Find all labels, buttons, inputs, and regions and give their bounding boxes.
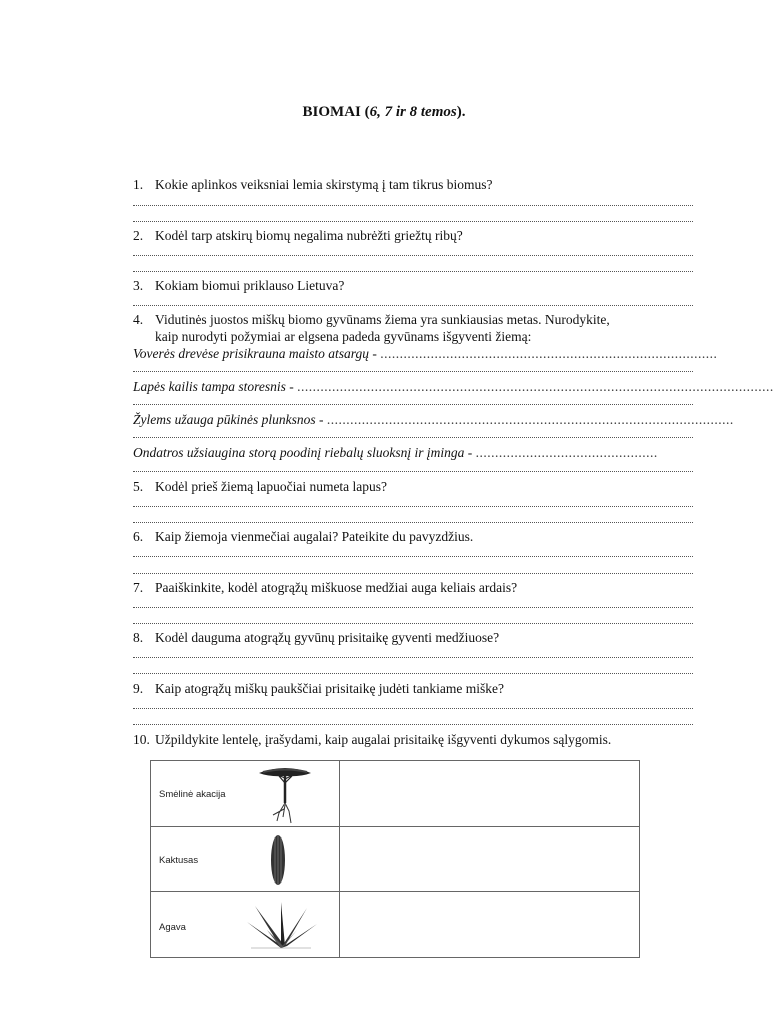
answer-cell[interactable] xyxy=(340,892,640,958)
agave-icon xyxy=(241,900,321,950)
answer-line[interactable] xyxy=(133,665,693,674)
answer-line[interactable] xyxy=(133,498,693,507)
plant-name: Kaktusas xyxy=(159,854,199,866)
question-3: 3. Kokiam biomui priklauso Lietuva? xyxy=(133,278,345,293)
question-4: 4. Vidutinės juostos miškų biomo gyvūnams žiema yra sunkiausias metas. Nurodykite, kaip nurodyti požymiai ar elgsena padeda gyvūnams išgyventi žiemą: xyxy=(133,312,610,344)
page-title: BIOMAI (6, 7 ir 8 temos). xyxy=(302,104,466,120)
table-row xyxy=(151,761,640,827)
answer-cell[interactable] xyxy=(340,761,640,827)
answer-line[interactable] xyxy=(133,197,693,206)
answer-line[interactable] xyxy=(133,599,693,608)
question-7: 7. Paaiškinkite, kodėl atogrąžų miškuose medžiai auga keliais ardais? xyxy=(133,580,518,595)
answer-line[interactable] xyxy=(133,548,693,557)
acacia-tree-icon xyxy=(255,763,315,825)
plant-name: Agava xyxy=(159,922,186,934)
question-9: 9. Kaip atogrąžų miškų paukščiai prisitaikę judėti tankiame miške? xyxy=(133,681,505,696)
question-8: 8. Kodėl dauguma atogrąžų gyvūnų prisitaikę gyventi medžiuose? xyxy=(133,630,500,645)
question-10: 10. Užpildykite lentelę, įrašydami, kaip augalai prisitaikę išgyventi dykumos sąlygomis. xyxy=(133,732,612,747)
table-row xyxy=(151,826,640,892)
answer-line[interactable] xyxy=(133,615,693,624)
answer-line[interactable] xyxy=(133,263,693,272)
answer-line[interactable] xyxy=(133,565,693,574)
answer-line[interactable] xyxy=(133,396,693,405)
plant-name: Smėlinė akacija xyxy=(159,789,226,800)
answer-tit: Žylems užauga pūkinės plunksnos - ......................................................................................................... xyxy=(133,412,734,427)
answer-line[interactable] xyxy=(133,213,693,222)
answer-line[interactable] xyxy=(133,247,693,256)
answer-line[interactable] xyxy=(133,463,693,472)
answer-line[interactable] xyxy=(133,297,693,306)
table-row xyxy=(151,892,640,958)
question-2: 2. Kodėl tarp atskirų biomų negalima nubrėžti griežtų ribų? xyxy=(133,228,463,243)
answer-line[interactable] xyxy=(133,363,693,372)
answer-squirrel: Voverės drevėse prisikrauna maisto atsargų - ....................................................................................... xyxy=(133,346,718,361)
answer-line[interactable] xyxy=(133,649,693,658)
cactus-icon xyxy=(269,833,287,887)
question-6: 6. Kaip žiemoja vienmečiai augalai? Pateikite du pavyzdžius. xyxy=(133,529,474,544)
answer-line[interactable] xyxy=(133,429,693,438)
question-5: 5. Kodėl prieš žiemą lapuočiai numeta lapus? xyxy=(133,479,388,494)
answer-muskrat: Ondatros užsiaugina storą poodinį riebalų sluoksnį ir įminga - ............................................... xyxy=(133,445,658,460)
desert-plants-table xyxy=(150,760,640,958)
answer-line[interactable] xyxy=(133,514,693,523)
answer-line[interactable] xyxy=(133,700,693,709)
question-1: 1. Kokie aplinkos veiksniai lemia skirstymą į tam tikrus biomus? xyxy=(133,177,493,192)
answer-cell[interactable] xyxy=(340,826,640,892)
answer-line[interactable] xyxy=(133,716,693,725)
answer-fox: Lapės kailis tampa storesnis - ........................................................................................................................... xyxy=(133,379,774,394)
